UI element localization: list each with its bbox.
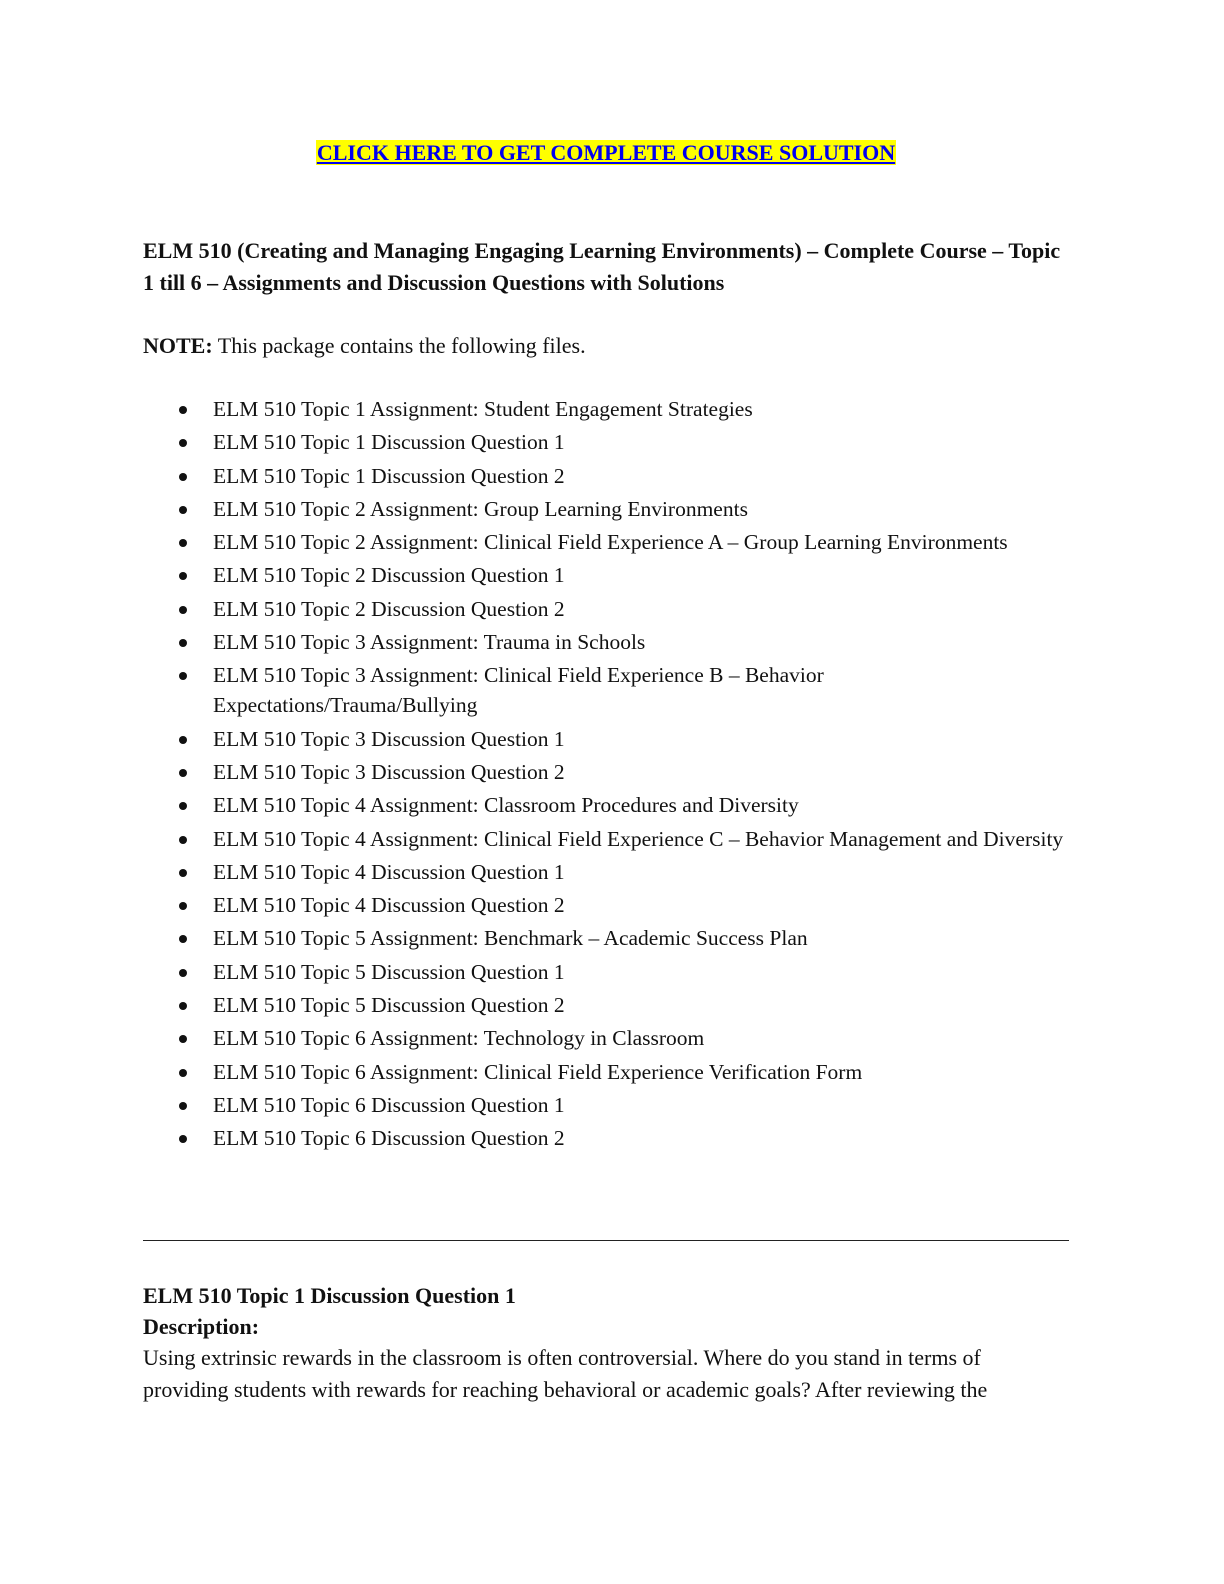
file-list-item xyxy=(143,660,1073,720)
bullet-icon xyxy=(179,506,187,514)
document-title: ELM 510 (Creating and Managing Engaging Learning Environments) – Complete Course – Topic 1 till 6 – Assignments and Discussion Questions with Solutions xyxy=(143,238,1061,295)
file-name: ELM 510 Topic 4 Assignment: Clinical Field Experience C – Behavior Management and Diversity xyxy=(213,826,1064,851)
bullet-icon xyxy=(179,902,187,910)
promo-banner xyxy=(143,140,1069,166)
bullet-icon xyxy=(179,1102,187,1110)
bullet-icon xyxy=(179,769,187,777)
file-list-item xyxy=(143,1057,1073,1087)
file-name: ELM 510 Topic 5 Discussion Question 1 xyxy=(213,959,565,984)
file-list-item xyxy=(143,890,1073,920)
bullet-icon xyxy=(179,1002,187,1010)
file-name: ELM 510 Topic 2 Assignment: Group Learning Environments xyxy=(213,496,748,521)
file-name: ELM 510 Topic 2 Discussion Question 1 xyxy=(213,563,565,588)
file-name: ELM 510 Topic 4 Discussion Question 1 xyxy=(213,859,565,884)
bullet-icon xyxy=(179,1135,187,1143)
file-list-item xyxy=(143,1123,1073,1153)
bullet-icon xyxy=(179,473,187,481)
note-label: NOTE: xyxy=(143,333,213,358)
bullet-icon xyxy=(179,935,187,943)
file-list-item xyxy=(143,461,1073,491)
file-name: ELM 510 Topic 1 Discussion Question 2 xyxy=(213,463,565,488)
description-label: Description: xyxy=(143,1314,260,1339)
file-name: ELM 510 Topic 1 Discussion Question 1 xyxy=(213,430,565,455)
note-text: This package contains the following files. xyxy=(212,333,586,358)
file-list-item xyxy=(143,394,1073,424)
file-list-item xyxy=(143,627,1073,657)
file-list-item xyxy=(143,1090,1073,1120)
file-name: ELM 510 Topic 6 Assignment: Technology in Classroom xyxy=(213,1026,705,1051)
bullet-icon xyxy=(179,672,187,680)
file-list-item xyxy=(143,724,1073,754)
file-list-item xyxy=(143,923,1073,953)
bullet-icon xyxy=(179,836,187,844)
file-list-item xyxy=(143,527,1073,557)
file-list-item xyxy=(143,427,1073,457)
file-list-item xyxy=(143,1023,1073,1053)
package-note xyxy=(143,330,586,362)
bullet-icon xyxy=(179,969,187,977)
file-list-item xyxy=(143,990,1073,1020)
bullet-icon xyxy=(179,736,187,744)
file-list-item xyxy=(143,824,1073,854)
file-name: ELM 510 Topic 1 Assignment: Student Engagement Strategies xyxy=(213,397,753,421)
file-name: ELM 510 Topic 3 Discussion Question 2 xyxy=(213,759,565,784)
file-list-item xyxy=(143,790,1073,820)
file-list-item xyxy=(143,757,1073,787)
file-name: ELM 510 Topic 2 Assignment: Clinical Field Experience A – Group Learning Environments xyxy=(213,530,1008,555)
file-list-item xyxy=(143,494,1073,524)
file-name: ELM 510 Topic 6 Discussion Question 2 xyxy=(213,1126,565,1151)
file-list-item xyxy=(143,957,1073,987)
file-name: ELM 510 Topic 5 Assignment: Benchmark – Academic Success Plan xyxy=(213,926,808,951)
bullet-icon xyxy=(179,406,187,414)
file-name: ELM 510 Topic 4 Discussion Question 2 xyxy=(213,893,565,918)
file-name: ELM 510 Topic 6 Discussion Question 1 xyxy=(213,1092,565,1117)
file-name: ELM 510 Topic 5 Discussion Question 2 xyxy=(213,993,565,1018)
file-list-item xyxy=(143,857,1073,887)
description-text: Using extrinsic rewards in the classroom is often controversial. Where do you stand in terms of providing students with rewards for reaching behavioral or academic goals? After reviewing the xyxy=(143,1345,988,1402)
file-list xyxy=(143,394,1073,1157)
file-name: ELM 510 Topic 6 Assignment: Clinical Field Experience Verification Form xyxy=(213,1059,863,1084)
file-name: ELM 510 Topic 4 Assignment: Classroom Procedures and Diversity xyxy=(213,793,799,818)
bullet-icon xyxy=(179,439,187,447)
file-name: ELM 510 Topic 3 Assignment: Clinical Field Experience B – Behavior Expectations/Trauma/Bullying xyxy=(213,663,824,718)
bullet-icon xyxy=(179,606,187,614)
bullet-icon xyxy=(179,572,187,580)
section-title: ELM 510 Topic 1 Discussion Question 1 xyxy=(143,1283,516,1308)
bullet-icon xyxy=(179,869,187,877)
bullet-icon xyxy=(179,1035,187,1043)
bullet-icon xyxy=(179,1069,187,1077)
bullet-icon xyxy=(179,639,187,647)
file-list-item xyxy=(143,560,1073,590)
file-name: ELM 510 Topic 2 Discussion Question 2 xyxy=(213,596,565,621)
bullet-icon xyxy=(179,802,187,810)
bullet-icon xyxy=(179,539,187,547)
get-course-solution-link[interactable]: CLICK HERE TO GET COMPLETE COURSE SOLUTION xyxy=(316,140,896,165)
file-name: ELM 510 Topic 3 Discussion Question 1 xyxy=(213,726,565,751)
file-list-item xyxy=(143,594,1073,624)
file-name: ELM 510 Topic 3 Assignment: Trauma in Schools xyxy=(213,630,646,655)
section-divider xyxy=(143,1240,1069,1241)
